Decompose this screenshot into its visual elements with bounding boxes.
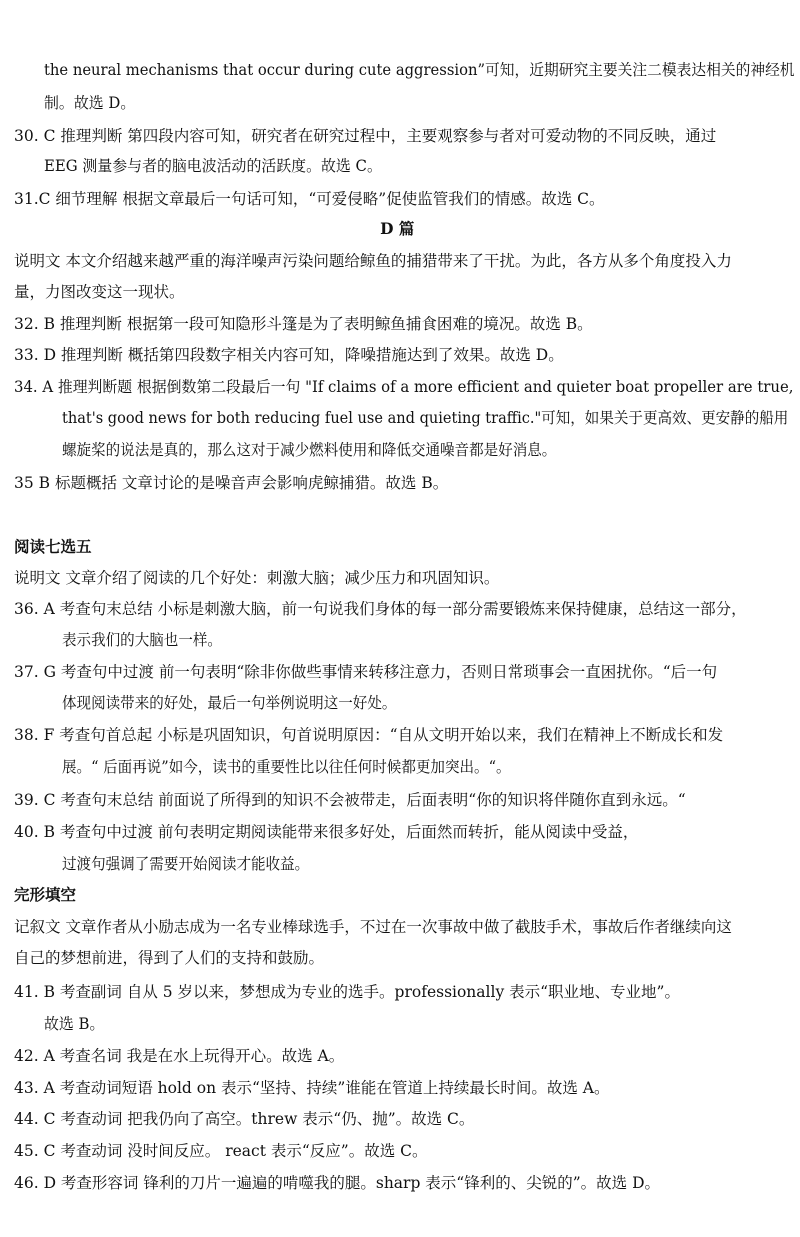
text-line: 量，力图改变这一现状。	[14, 283, 185, 301]
answer-item-30: 30. C 推理判断 第四段内容可知，研究者在研究过程中，主要观察参与者对可爱动物的不同反映，通过	[14, 127, 717, 145]
answer-item-31: 31.C 细节理解 根据文章最后一句话可知，“可爱侵略”促使监管我们的情感。故选 C。	[14, 190, 605, 208]
text-line: the neural mechanisms that occur during cute aggression”可知，近期研究主要关注二模表达相关的神经机	[44, 61, 795, 79]
text-line: 制。故选 D。	[44, 94, 136, 112]
passage-summary: 记叙文 文章作者从小励志成为一名专业棒球选手，不过在一次事故中做了截肢手术，事故后作者继续向这	[14, 918, 732, 936]
section-heading-cloze: 完形填空	[14, 885, 77, 904]
answer-item-36: 36. A 考查句末总结 小标是刺激大脑，前一句说我们身体的每一部分需要锻炼来保持健康，总结这一部分，	[14, 600, 747, 618]
answer-item-32: 32. B 推理判断 根据第一段可知隐形斗篷是为了表明鲸鱼捕食困难的境况。故选 B。	[14, 315, 593, 333]
section-heading-reading-seven: 阅读七选五	[14, 537, 92, 556]
section-heading-d: D 篇	[380, 219, 415, 238]
passage-summary: 说明文 文章介绍了阅读的几个好处：刺激大脑；减少压力和巩固知识。	[14, 569, 500, 587]
text-line: 表示我们的大脑也一样。	[62, 631, 222, 649]
answer-item-44: 44. C 考查动词 把我仍向了高空。threw 表示“仍、抛”。故选 C。	[14, 1110, 475, 1128]
answer-item-41: 41. B 考查副词 自从 5 岁以来，梦想成为专业的选手。professionally 表示“职业地、专业地”。	[14, 983, 680, 1001]
answer-item-33: 33. D 推理判断 概括第四段数字相关内容可知，降噪措施达到了效果。故选 D。	[14, 346, 564, 364]
text-line: EEG 测量参与者的脑电波活动的活跃度。故选 C。	[44, 157, 382, 175]
passage-summary: 说明文 本文介绍越来越严重的海洋噪声污染问题给鲸鱼的捕猎带来了干扰。为此，各方从多个角度投入力	[14, 252, 732, 270]
answer-item-38: 38. F 考查句首总起 小标是巩固知识，句首说明原因：“自从文明开始以来，我们在精神上不断成长和发	[14, 726, 724, 744]
text-line: 展。“ 后面再说”如今，读书的重要性比以往任何时候都更加突出。“。	[62, 758, 511, 776]
answer-item-46: 46. D 考查形容词 锋利的刀片一遍遍的啃噬我的腿。sharp 表示“锋利的、尖锐的”。故选 D。	[14, 1174, 660, 1192]
text-line: that's good news for both reducing fuel use and quieting traffic."可知，如果关于更高效、更安静的船用	[62, 409, 789, 427]
text-line: 过渡句强调了需要开始阅读才能收益。	[62, 855, 310, 873]
text-line: 自己的梦想前进，得到了人们的支持和鼓励。	[14, 949, 325, 967]
text-line: 螺旋桨的说法是真的，那么这对于减少燃料使用和降低交通噪音都是好消息。	[62, 441, 557, 459]
answer-item-37: 37. G 考查句中过渡 前一句表明“除非你做些事情来转移注意力，否则日常琐事会一直困扰你。“后一句	[14, 663, 718, 681]
answer-item-39: 39. C 考查句末总结 前面说了所得到的知识不会被带走，后面表明“你的知识将伴随你直到永远。“	[14, 791, 686, 809]
answer-item-42: 42. A 考查名词 我是在水上玩得开心。故选 A。	[14, 1047, 345, 1065]
answer-item-35: 35 B 标题概括 文章讨论的是噪音声会影响虎鲸捕猎。故选 B。	[14, 474, 449, 492]
answer-item-40: 40. B 考查句中过渡 前句表明定期阅读能带来很多好处，后面然而转折，能从阅读中受益，	[14, 823, 639, 841]
text-line: 故选 B。	[44, 1015, 105, 1033]
answer-item-43: 43. A 考查动词短语 hold on 表示“坚持、持续”谁能在管道上持续最长时间。故选 A。	[14, 1079, 610, 1097]
answer-item-34: 34. A 推理判断题 根据倒数第二段最后一句 "If claims of a more efficient and quieter boat propeller are true,	[14, 378, 794, 396]
text-line: 体现阅读带来的好处，最后一句举例说明这一好处。	[62, 694, 397, 712]
answer-item-45: 45. C 考查动词 没时间反应。 react 表示“反应”。故选 C。	[14, 1142, 428, 1160]
